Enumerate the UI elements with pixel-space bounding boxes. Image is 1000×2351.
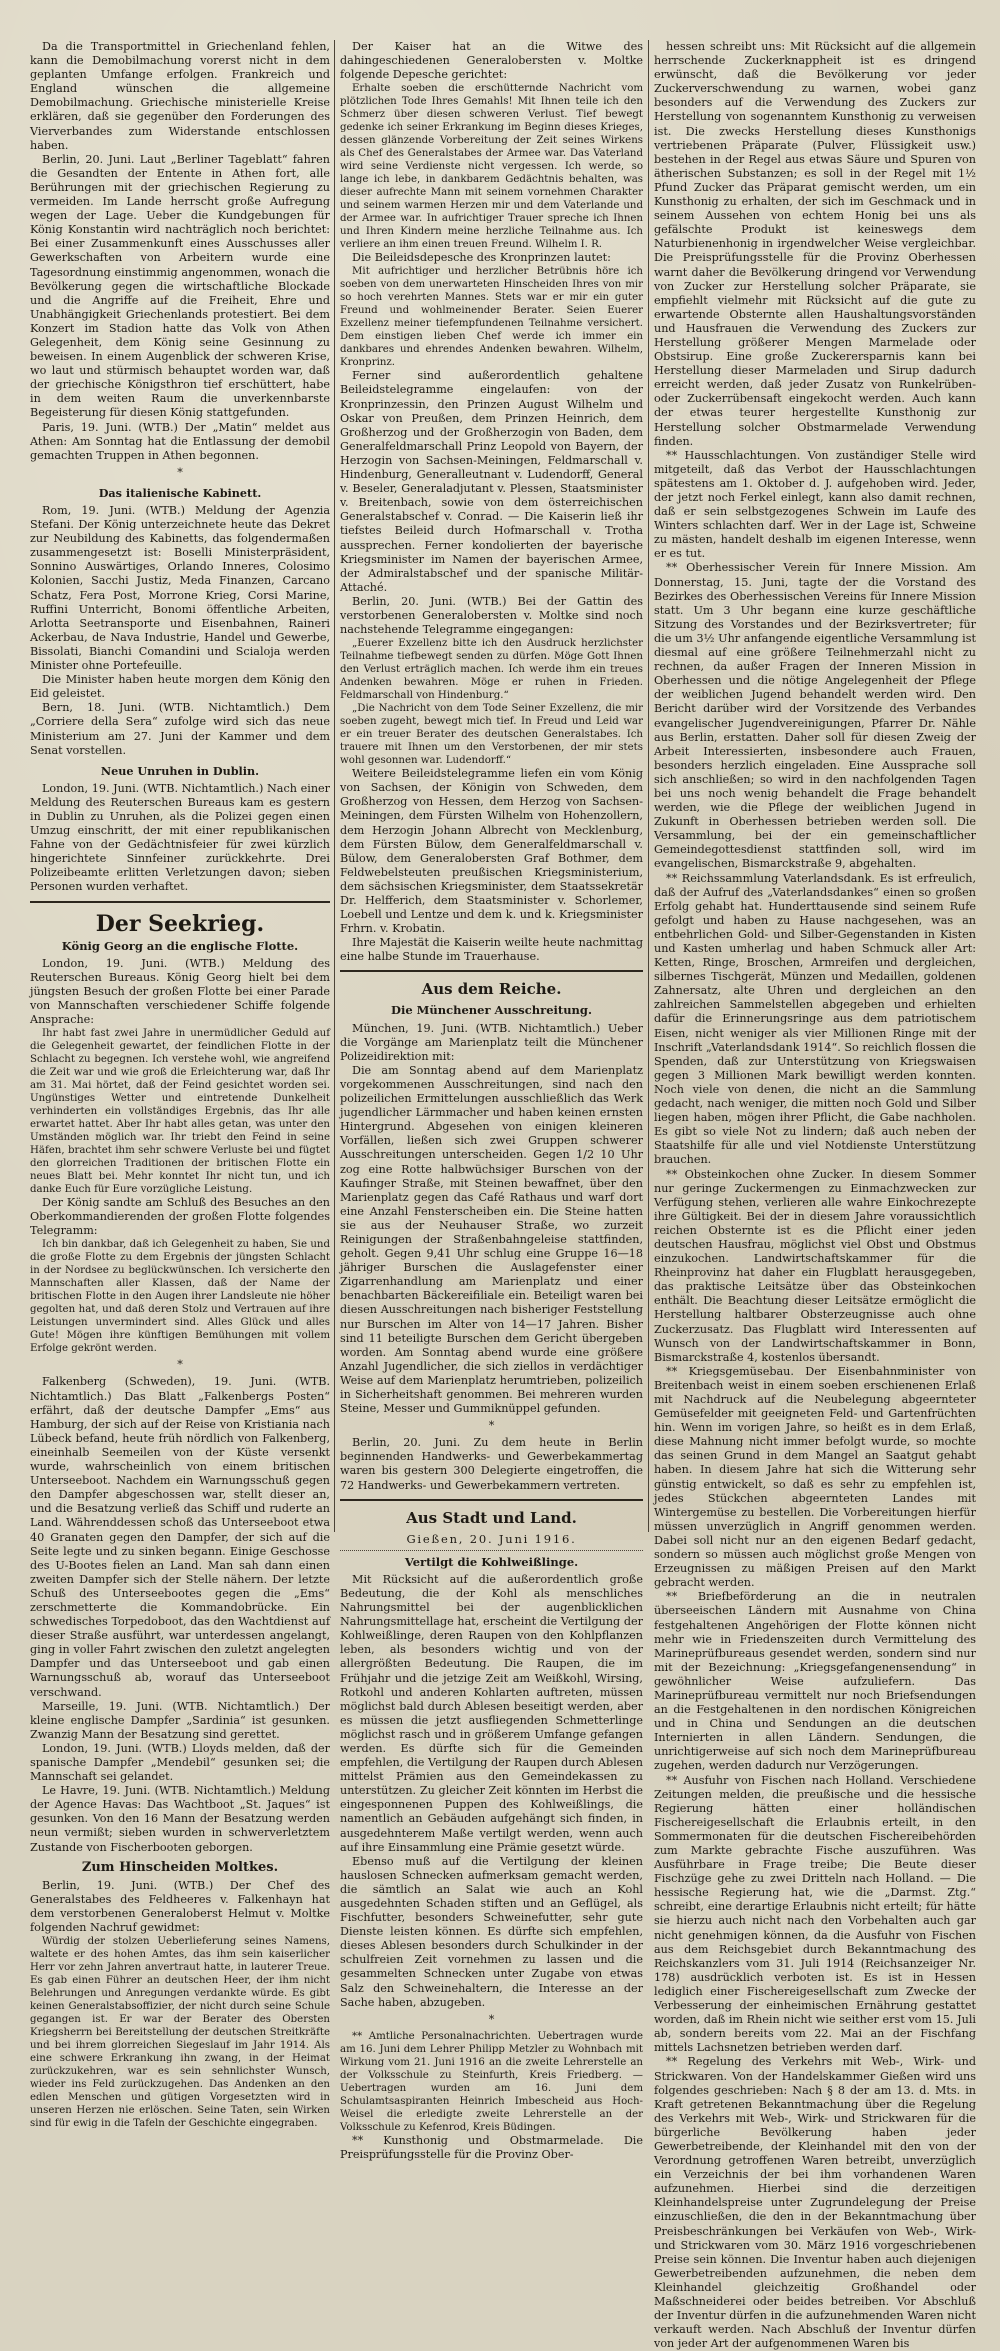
quote-kronprinz: Mit aufrichtiger und herzlicher Betrübnis höre ich soeben von dem unerwarteten Hinscheiden Ihres von mir so hoch verehrten Mannes. Stets war er mir ein guter Freund und wohlmeinender Berater. Seien Euerer Exzellenz meiner tiefempfundenen Teilnahme versichert. Dem einstigen lieben Chef werde ich immer ein dankbares und ehrendes Andenken bewahren. Wilhelm, Kronprinz. <box>340 266 643 369</box>
article-condolences: Ferner sind außerordentlich gehaltene Beileidstelegramme eingelaufen: von der Kronprinzessin, den Prinzen August Wilhelm und Oskar von Preußen, dem Prinzen Heinrich, dem Großherzog und der Großherzogin von Baden, dem Generalfeldmarschall Prinz Leopold von Bayern, der Herzogin von Sachsen-Meiningen, Feldmarschall v. Hindenburg, Generalleutnant v. Ludendorff, General v. Beseler, Generaladjutant v. Plessen, Staatsminister v. Breitenbach, sowie von dem österreichischen Generalstabschef v. Conrad. — Die Kaiserin ließ ihr tiefstes Beileid durch Hofmarschall v. Trotha aussprechen. Ferner kondolierten der bayerische Kriegsminister im Namen der bayerischen Armee, der Admiralstabschef und der spanische Militär-Attaché. <box>340 369 643 594</box>
article-kunsthonig-start: ** Kunsthonig und Obstmarmelade. Die Preisprüfungsstelle für die Provinz Ober- <box>340 2133 643 2161</box>
column-rule-1 <box>334 40 335 1532</box>
article-kaiser-depesche: Der Kaiser hat an die Witwe des dahingeschiedenen Generalobersten v. Moltke folgende Depesche gerichtet: <box>340 40 643 82</box>
article-munich-details: Die am Sonntag abend auf dem Marienplatz vorgekommenen Ausschreitungen, sind nach den polizeilichen Ermittelungen ausschließlich das Werk jugendlicher Lärmmacher und haben keinen ernsten Hintergrund. Abgesehen von einigen kleineren Vorfällen, ließen sich zwei Gruppen schwerer Ausschreitungen unterscheiden. Gegen 1/2 10 Uhr zog eine Rotte halbwüchsiger Burschen von der Kaufinger Straße, mit Steinen bewaffnet, über den Marienplatz gegen das Café Rathaus und warf dort eine Anzahl Fensterscheiben ein. Die Steine hatten sie aus der Neuhauser Straße, wo zurzeit Reinigungen der Straßenbahngeleise stattfinden, geholt. Gegen 9,41 Uhr schlug eine Gruppe 16—18 jähriger Burschen die Auslagefenster einer Zigarrenhandlung am Marienplatz und einer benachbarten Bäckereifiliale ein. Beteiligt waren bei diesen Ausschreitungen nach bisheriger Feststellung nur Burschen im Alter von 14—17 Jahren. Bisher sind 11 beteiligte Burschen dem Gericht übergeben worden. Am Sonntag abend wurde eine größere Anzahl Jugendlicher, die sich ziellos in verdächtiger Weise auf dem Marienplatz herumtrieben, polizeilich in Sicherheitshaft genommen. Bei mehreren wurden Steine, Messer und Gummiknüppel gefunden. <box>340 1063 643 1416</box>
article-rome-cabinet: Rom, 19. Juni. (WTB.) Meldung der Agenzia Stefani. Der König unterzeichnete heute das Dekret zur Neubildung des Kabinetts, das folgendermaßen zusammengesetzt ist: Boselli Ministerpräsident, Sonnino Auswärtiges, Orlando Inneres, Colosimo Kolonien, Sacchi Justiz, Meda Finanzen, Carcano Schatz, Fera Post, Morrone Krieg, Corsi Marine, Ruffini Unterricht, Bonomi öffentliche Arbeiten, Arlotta Seetransporte und Eisenbahnen, Raineri Ackerbau, de Nava Industrie, Handel und Gewerbe, Bissolati, Bianchi Comandini und Scialoja werden Minister ohne Portefeuille. <box>30 504 330 673</box>
separator-star: * <box>488 1419 495 1433</box>
article-falkenberg-ems: Falkenberg (Schweden), 19. Juni. (WTB. Nichtamtlich.) Das Blatt „Falkenbergs Posten“ erfährt, daß der deutsche Dampfer „Ems“ aus Hamburg, der sich auf der Reise von Kristiania nach Lübeck befand, heute früh nördlich von Falkenberg, eineinhalb Seemeilen von der Küste versenkt wurde, wahrscheinlich von einem britischen Unterseeboot. Nachdem ein Warnungsschuß gegen den Dampfer abgeschossen war, stellt dieser an, und die Besatzung verließ das Schiff und ruderte an Land. Währenddessen schoß das Unterseeboot etwa 40 Granaten gegen den Dampfer, der sich auf die Seite legte und zu sinken begann. Einige Geschosse des U-Bootes fielen an Land. Man sah dann einen zweiten Dampfer sich der Stelle nähern. Der letzte Schuß des Unterseebootes gegen die „Ems“ zerschmetterte die Kommandobrücke. Ein schwedisches Torpedoboot, das den Wachtdienst auf dieser Straße ausführt, war unterdessen angelangt, ging in voller Fahrt zwischen den zuletzt angelegten Dampfer und das Unterseeboot und gab einen Warnungsschuß ab, worauf das Unterseeboot verschwand. <box>30 1375 330 1699</box>
quote-kaiser: Erhalte soeben die erschütternde Nachricht vom plötzlichen Tode Ihres Gemahls! Mit Ihnen teile ich den Schmerz über diesen schweren Verlust. Tief bewegt gedenke ich seiner Erkrankung im Beginn dieses Krieges, dessen glänzende Vorbereitung der Zeit seines Wirkens als Chef des Generalstabes der Armee war. Das Vaterland wird seine Verdienste nicht vergessen. Ich werde, so lange ich lebe, in dankbarem Gedächtnis behalten, was dieser aufrechte Mann mit seinem vornehmen Charakter und seinem warmen Herzen mir und dem Vaterlande und der Armee war. In aufrichtiger Trauer spreche ich Ihnen und Ihren Kindern meine herzliche Teilnahme aus. Ich verliere an ihm einen treuen Freund. Wilhelm I. R. <box>340 83 643 251</box>
article-berlin-athens: Berlin, 20. Juni. Laut „Berliner Tageblatt“ fahren die Gesandten der Entente in Athen fort, alle Berührungen mit der griechischen Regierung zu vermeiden. Im Lande herrscht große Aufregung wegen der Lage. Ueber die Kundgebungen für König Konstantin wird nachträglich noch berichtet: Bei einer Zusammenkunft eines Ausschusses aller Gewerkschaften von Arbeitern wurde eine Tagesordnung einstimmig angenommen, wonach die Bevölkerung gegen die wirtschaftliche Blockade und die Angriffe auf die Freiheit, Ehre und Unabhängigkeit Griechenlands protestiert. Bei dem Konzert im Stadion hatte das Volk von Athen Gelegenheit, dem König seine Gesinnung zu beweisen. In einem Augenblick der schweren Krise, wo laut und stürmisch behauptet worden war, daß der griechische Königsthron tief erschüttert, habe in dem weiten Raum die unverkennbarste Begeisterung für diesen König stattgefunden. <box>30 152 330 420</box>
article-vaterlandsdank: ** Reichssammlung Vaterlandsdank. Es ist erfreulich, daß der Aufruf des „Vaterlandsdankes“ einen so großen Erfolg gehabt hat. Hunderttausende sind seinem Rufe gefolgt und haben zu Hause nachgesehen, was an entbehrlichen Gold- und Silber-Gegenstanden in Kisten und Kasten umherlag und haben Schmuck aller Art: Ketten, Ringe, Broschen, Armreifen und dergleichen, silbernes Tischgerät, Münzen und Medaillen, goldenen Zahnersatz, alte Uhren und dergleichen an den zahlreichen Sammelstellen abgegeben und erhielten dafür die Erinnerungsringe aus dem patriotischem Eisen, nicht weniger als vier Millionen Ringe mit der Inschrift „Vaterlandsdank 1914“. So reichlich flossen die Spenden, daß zur Unterstützung von Kriegswaisen gegen 3 Millionen Mark bewilligt werden konnten. Noch viele von denen, die nicht an die Sammlung gedacht, nach weniger, die mitten noch Gold und Silber liegen haben, mögen ihrer Pflicht, die Gabe nachholen. Es gibt so viele Not zu lindern; daß auch neben der Staatshilfe für alle und viel Notdienste Unterstützung brauchen. <box>654 871 976 1167</box>
quote-hindenburg: „Euerer Exzellenz bitte ich den Ausdruck herzlichster Teilnahme tiefbewegt senden zu dürfen. Möge Gott Ihnen den Verlust erträglich machen. Ich werde ihm ein treues Andenken bewahren. Möge er ruhen in Frieden. Feldmarschall von Hindenburg.“ <box>340 638 643 702</box>
subheading-king-george: König Georg an die englische Flotte. <box>61 938 299 953</box>
article-kriegsgemuesebau: ** Kriegsgemüsebau. Der Eisenbahnminister von Breitenbach weist in einem soeben erschienenen Erlaß mit Nachdruck auf die Neubelegung abgeernteter Gemüsefelder mit geeigneten Feld- und Gartenfrüchten hin. Wenn im vorigen Jahre, so heißt es in dem Erlaß, diese Mahnung nicht immer befolgt wurde, so mochte das seinen Grund in dem Mangel an Saatgut gehabt haben. In diesem Jahre hat sich die Witterung sehr günstig entwickelt, so daß es sehr zu empfehlen ist, jedes Stückchen abgeernteten Landes mit Wintergemüse zu bestellen. Die Vorbereitungen hierfür müssen unverzüglich in Angriff genommen werden. Dabei soll nicht nur an den eigenen Bedarf gedacht, sondern so müssen auch möglichst große Mengen von Erzeugnissen zu mäßigen Preisen auf den Markt gebracht werden. <box>654 1364 976 1590</box>
article-berlin-telegrams: Berlin, 20. Juni. (WTB.) Bei der Gattin des verstorbenen Generalobersten v. Moltke sind noch nachstehende Telegramme eingegangen: <box>340 594 643 637</box>
heading-dublin-unrest: Neue Unruhen in Dublin. <box>100 763 260 778</box>
article-kronprinz-intro: Die Beileidsdepesche des Kronprinzen lautet: <box>352 251 611 265</box>
column-2 <box>340 40 643 2161</box>
section-divider <box>340 970 643 972</box>
heading-moltke: Zum Hinscheiden Moltkes. <box>81 1859 279 1875</box>
article-munich-intro: München, 19. Juni. (WTB. Nichtamtlich.) Ueber die Vorgänge am Marienplatz teilt die Münchener Polizeidirektion mit: <box>340 1021 643 1063</box>
article-ministers-oath: Die Minister haben heute morgen dem König den Eid geleistet. <box>30 673 330 701</box>
article-paris-matin: Paris, 19. Juni. (WTB.) Der „Matin“ meldet aus Athen: Am Sonntag hat die Entlassung der demobil gemachten Truppen in Athen begonnen. <box>30 420 330 462</box>
column-rule-2 <box>648 40 649 1532</box>
column-1 <box>30 40 330 2130</box>
subheading-munich: Die Münchener Ausschreitung. <box>391 1003 592 1018</box>
article-obsteinkochen: ** Obsteinkochen ohne Zucker. In diesem Sommer nur geringe Zuckermengen zu Einmachzwecken zur Verfügung stehen, verlieren alle wahre Einkochrezepte ihre Gültigkeit. Bei der in diesem Jahre voraussichtlich reichen Obsternte ist es die Pflicht einer jeden deutschen Hausfrau, möglichst viel Obst und Obstmus einzukochen. Landwirtschaftskammer für die Rheinprovinz hat daher ein Flugblatt herausgegeben, das praktische Leitsätze über das Obsteinkochen enthält. Die Beachtung dieser Leitsätze ermöglicht die Herstellung haltbarer Obsterzeugnisse auch ohne Zuckerzusatz. Das Flugblatt wird Interessenten auf Wunsch von der Landwirtschaftskammer in Bonn, Bismarckstraße 4, kostenlos übersandt. <box>654 1167 976 1364</box>
article-greece-demobilization: Da die Transportmittel in Griechenland fehlen, kann die Demobilmachung vorerst nicht in dem geplanten Umfange erfolgen. Frankreich und England wünschen die allgemeine Demobilmachung. Griechische ministerielle Kreise erklären, daß sie gegenüber den Forderungen des Vierverbandes zum Widerstande entschlossen haben. <box>30 40 330 152</box>
heading-stadt-und-land: Aus Stadt und Land. <box>406 1508 577 1527</box>
quote-ludendorff: „Die Nachricht von dem Tode Seiner Exzellenz, die mir soeben zugeht, bewegt mich tief. In Freud und Leid war er ein treuer Berater des deutschen Generalstabes. Ich trauere mit Ihnen um den Verstorbenen, der mir stets wohl gesonnen war. Ludendorff.“ <box>340 703 643 767</box>
subheading-kohlweisslinge: Vertilgt die Kohlweißlinge. <box>404 1554 579 1569</box>
dateline-rule <box>340 1550 643 1551</box>
quote-king-speech: Ihr habt fast zwei Jahre in unermüdlicher Geduld auf die Gelegenheit gewartet, der feindlichen Flotte in der Schlacht zu begegnen. Ich verstehe wohl, wie angreifend die Zeit war und wie groß die Erleichterung war, daß Ihr am 31. Mai hörtet, daß der Feind gesichtet worden sei. Ungünstiges Wetter und eintretende Dunkelheit verhinderten ein vollständiges Ergebnis, das Ihr alle erwartet hattet. Aber Ihr habt alles getan, was unter den Umständen möglich war. Ihr triebt den Feind in seine Häfen, brachtet ihm sehr schwere Verluste bei und fügtet den glorreichen Traditionen der britischen Flotte ein neues Blatt bei. Mehr konntet Ihr nicht tun, und ich danke Euch für Eure vorzügliche Leistung. <box>30 1028 330 1196</box>
section-divider <box>340 1499 643 1501</box>
article-london-dublin: London, 19. Juni. (WTB. Nichtamtlich.) Nach einer Meldung des Reuterschen Bureaus kam es gestern in Dublin zu Unruhen, als die Polizei gegen einen Umzug einschritt, der mit einer republikanischen Fahne von der Gedächtnisfeier für zwei kürzlich hingerichtete Sinnfeiner zurückkehrte. Drei Polizeibeamte erlitten Verletzungen davon; sieben Personen wurden verhaftet. <box>30 781 330 894</box>
dateline-giessen: Gießen, 20. Juni 1916. <box>406 1531 577 1546</box>
article-hausschlachtungen: ** Hausschlachtungen. Von zuständiger Stelle wird mitgeteilt, daß das Verbot der Hausschlachtungen spätestens am 1. Oktober d. J. aufgehoben wird. Jeder, der jetzt noch Ferkel einlegt, kann also damit rechnen, daß er sein selbstgezogenes Schwein im Laufe des Winters schlachten darf. Wer in der Lage ist, Schweine zu mästen, handelt deshalb im eigenen Interesse, wenn er es tut. <box>654 448 976 561</box>
article-berlin-falkenhayn: Berlin, 19. Juni. (WTB.) Der Chef des Generalstabes des Feldheeres v. Falkenhayn hat dem verstorbenen Generaloberst Helmut v. Moltke folgenden Nachruf gewidmet: <box>30 1878 330 1935</box>
heading-naval-war: Der Seekrieg. <box>95 910 265 937</box>
article-london-mendebil: London, 19. Juni. (WTB.) Lloyds melden, daß der spanische Dampfer „Mendebil“ gesunken sei; die Mannschaft sei gelandet. <box>30 1741 330 1784</box>
separator-star: * <box>177 1358 183 1372</box>
article-le-havre: Le Havre, 19. Juni. (WTB. Nichtamtlich.) Meldung der Agence Havas: Das Wachtboot „St. Jaques“ ist gesunken. Von den 16 Mann der Besatzung werden neun vermißt; sieben wurden in schwerverletztem Zustande von Fischerbooten geborgen. <box>30 1784 330 1854</box>
heading-aus-dem-reiche: Aus dem Reiche. <box>421 980 562 999</box>
article-webwaren: ** Regelung des Verkehrs mit Web-, Wirk- und Strickwaren. Von der Handelskammer Gießen wird uns folgendes geschrieben: Nach § 8 der am 13. d. Mts. in Kraft getretenen Bekanntmachung über die Regelung des Verkehrs mit Web-, Wirk- und Strickwaren für die bürgerliche Bevölkerung haben jeder Gewerbetreibende, der Kleinhandel mit den von der Verordnung getroffenen Waren betreibt, unverzüglich ein Verzeichnis der bei ihm vorhandenen Waren aufzunehmen. Hierbei sind die derzeitigen Kleinhandelspreise unter Zugrundelegung der Preise einzuschließen, die den in der Bekanntmachung über Preisbeschränkungen bei Verkäufen von Web-, Wirk- und Strickwaren vom 30. März 1916 vorgeschriebenen Preise sein können. Die Inventur haben auch diejenigen Gewerbetreibenden aufzunehmen, die neben dem Kleinhandel gleichzeitig Großhandel oder Maßschneiderei oder beides betreiben. Vor Abschluß der Inventur dürfen in die aufzunehmenden Waren nicht verkauft werden. Nach Abschluß der Inventur dürfen von jeder Art der aufgenommenen Waren bis <box>654 2055 976 2351</box>
quote-king-telegram: Ich bin dankbar, daß ich Gelegenheit zu haben, Sie und die große Flotte zu dem Ergebnis der jüngsten Schlacht in der Nordsee zu beglückwünschen. Ich versicherte den Mannschaften aller Klassen, daß der Name der britischen Flotte in den Augen ihrer Landsleute nie höher gegolten hat, und daß deren Stolz und Vertrauen auf ihre Leistungen unvermindert sind. Alles Glück und alles Gute! Mögen ihre künftigen Bemühungen mit vollem Erfolge gekrönt werden. <box>30 1239 330 1355</box>
article-fische-holland: ** Ausfuhr von Fischen nach Holland. Verschiedene Zeitungen melden, die preußische und die hessische Regierung hätten einer holländischen Fischereigesellschaft die Erlaubnis erteilt, in den Sommermonaten für die deutschen Fischereibehörden zum Markte gebrachte Fische auszuführen. Was Ausführbare in Frage treibe; Die Beute dieser Fischzüge gehe zu zwei Dritteln nach Holland. — Die hessische Regierung hat, wie die „Darmst. Ztg.“ schreibt, eine derartige Erlaubnis nicht erteilt; für hätte sie hierzu auch nicht nach den Vorbehalten auch gar nicht genehmigen können, da die Ausfuhr von Fischen aus dem Reichsgebiet durch Bekanntmachung des Reichskanzlers vom 31. Juli 1914 (Reichsanzeiger Nr. 178) ausdrücklich verboten ist. Es ist in Hessen lediglich einer Fischereigesellschaft zum Zwecke der Verbesserung der einheimischen Ernährung gestattet worden, daß im Rhein nicht wie seither erst vom 15. Juli ab, sondern bereits vom 22. Mai an der Fischfang mittels Lachsnetzen betrieben werden darf. <box>654 1773 976 2055</box>
article-london-king-george: London, 19. Juni. (WTB.) Meldung des Reuterschen Bureaus. König Georg hielt bei dem jüngsten Besuch der großen Flotte bei einer Parade von Mannschaften verschiedener Schiffe folgende Ansprache: <box>30 956 330 1026</box>
article-berlin-handwerk: Berlin, 20. Juni. Zu dem heute in Berlin beginnenden Handwerks- und Gewerbekammertag waren bis gestern 300 Delegierte eingetroffen, die 72 Handwerks- und Gewerbekammern vertreten. <box>340 1436 643 1492</box>
article-further-condolences: Weitere Beileidstelegramme liefen ein vom König von Sachsen, der Königin von Schweden, dem Großherzog von Hessen, dem Herzog von Sachsen-Meiningen, dem Fürsten Wilhelm von Hohenzollern, dem Herzogin Johann Albrecht von Mecklenburg, dem Fürsten Bülow, dem Generalfeldmarschall v. Bülow, dem Generalobersten Graf Bothmer, dem Feldwebelsteuten preußischen Kriegsministerium, dem sächsischen Kriegsminister, dem Staatssekretär Dr. Helfferich, dem Staatsminister v. Schorlemer, Loebell und Lentze und dem k. und k. Kriegsminister Frhrn. v. Krobatin. <box>340 767 643 936</box>
article-personalnachrichten: ** Amtliche Personalnachrichten. Uebertragen wurde am 16. Juni dem Lehrer Philipp Metzler zu Wohnbach mit Wirkung vom 21. Juni 1916 an die zweite Lehrerstelle an der Volksschule zu Steinfurth, Kreis Friedberg. — Uebertragen wurden am 16. Juni dem Schulamtsaspiranten Heinrich Imbescheid aus Hoch-Weisel die erledigte zweite Lehrerstelle an der Volksschule zu Kefenrod, Kreis Büdingen. <box>340 2030 643 2133</box>
column-3 <box>654 40 976 2351</box>
quote-falkenhayn-obituary: Würdig der stolzen Ueberlieferung seines Namens, waltete er des hohen Amtes, das ihm sein kaiserlicher Herr vor zehn Jahren anvertraut hatte, in lauterer Treue. Es gab einen Führer an deutschen Heer, der ihm nicht Belehrungen und Anregungen verdankte würde. Es gibt keinen Generalstabsoffizier, der nicht durch seine Schule gegangen ist. Er war der Berater des Obersten Kriegsherrn bei Bereitstellung der deutschen Streitkräfte und bei ihrem glorreichen Siegeslauf im Jahr 1914. Als eine schwere Erkrankung ihn zwang, in der Heimat zurückzukehren, war es sein sehnlichster Wunsch, wieder ins Feld zurückzugehen. Das Andenken an den edlen Menschen und gütigen Vorgesetzten wird in unseren Herzen nie erlöschen. Seine Taten, sein Wirken sind für ewig in die Tafeln der Geschichte eingegraben. <box>30 1936 330 2130</box>
article-king-telegram-intro: Der König sandte am Schluß des Besuches an den Oberkommandierenden der großen Flotte folgendes Telegramm: <box>30 1196 330 1238</box>
section-divider <box>30 901 330 903</box>
separator-star: * <box>177 465 183 479</box>
heading-italian-cabinet: Das italienische Kabinett. <box>98 485 262 500</box>
article-kunsthonig-cont: hessen schreibt uns: Mit Rücksicht auf die allgemein herrschende Zuckerknappheit ist es dringend erwünscht, daß die Bevölkerung vor jeder Zuckerverschwendung zu warnen, wobei ganz besonders auf die Verwendung des Zuckers zur Herstellung von sogenanntem Kunsthonig zu verweisen ist. Die zwecks Herstellung dieses Kunsthonigs vertriebenen Präparate (Pulver, Flüssigkeit usw.) bestehen in der Regel aus etwas Säure und Spuren von ätherischen Substanzen; es soll in der Regel mit 1½ Pfund Zucker das Präparat gemischt werden, um ein Kunsthonig zu erhalten, der sich im Geschmack und in seinem Aussehen von echtem Honig bei uns als gefälschte Produkt ist keineswegs dem Naturbienenhonig in irgendwelcher Weise vergleichbar. Die Preisprüfungsstelle für die Provinz Oberhessen warnt daher die Bevölkerung dringend vor Verwendung von Zucker zur Herstellung solcher Präparate, sie empfiehlt vielmehr mit Rücksicht auf die gute zu erwartende Obsternte allen Haushaltungsvorständen und Hausfrauen die Verwendung des Zuckers zur Herstellung größerer Mengen Marmelade oder Obstsirup. Eine große Zuckerersparnis kann bei Herstellung dieser Marmeladen und Sirup dadurch erreicht werden, daß jeder Zusatz von Runkelrüben- oder Zuckerrübensaft eingekocht werden. Auch kann der etwas teurer hergestellte Kunsthonig zur Herstellung solcher Obstmarmelade Verwendung finden. <box>654 40 976 448</box>
article-briefbefoerderung: ** Briefbeförderung an die in neutralen überseeischen Ländern mit Ausnahme von China festgehaltenen Angehörigen der Flotte können nicht mehr wie in Friedenszeiten durch Vermittelung des Marineprüfbureaus gesendet werden, sondern sind nur mit der Bezeichnung: „Kriegsgefangenensendung“ in gewöhnlicher Weise aufzuliefern. Das Marineprüfbureau vermittelt nur noch Briefsendungen an die Festgehaltenen in den nordischen Königreichen und in China und Sendungen an die deutschen Internierten in allen Ländern. Sendungen, die unrichtigerweise auf sich noch dem Marineprüfbureau zugehen, werden dadurch nur Verzögerungen. <box>654 1590 976 1773</box>
separator-star: * <box>488 2012 495 2026</box>
article-bern-corriere: Bern, 18. Juni. (WTB. Nichtamtlich.) Dem „Corriere della Sera“ zufolge wird sich das neue Ministerium am 27. Juni der Kammer und dem Senat vorstellen. <box>30 701 330 757</box>
article-kohlweisslinge: Mit Rücksicht auf die außerordentlich große Bedeutung, die der Kohl als menschliches Nahrungsmittel bei der augenblicklichen Nahrungsmittellage hat, erscheint die Vertilgung der Kohlweißlinge, deren Raupen von den Kohlpflanzen leben, als besonders wichtig und von der allergrößten Bedeutung. Die Raupen, die im Frühjahr und die jetzige Zeit am Weißkohl, Wirsing, Rotkohl und anderen Kohlarten auftreten, müssen möglichst bald durch Ablesen beseitigt werden, aber es müssen die jetzt ausfliegenden Schmetterlinge möglichst rasch und in größerem Umfange gefangen werden. Es dürfte sich für die Gemeinden empfehlen, die Vertilgung der Raupen durch Ablesen mittelst Prämien aus den Gemeindekassen zu unterstützen. Zu gleicher Zeit könnten im Herbst die eingesponnenen Puppen des Kohlweißlings, die namentlich an Gebäuden aufgehängt sich finden, in ausgedehnterem Maße vertilgt werden, wenn auch auf ihre Einsammlung eine Prämie gesetzt würde. <box>340 1572 643 1854</box>
article-kaiserin: Ihre Majestät die Kaiserin weilte heute nachmittag eine halbe Stunde im Trauerhause. <box>340 936 643 964</box>
article-schnecken: Ebenso muß auf die Vertilgung der kleinen hauslosen Schnecken aufmerksam gemacht werden, die sämtlich an Salat wie auch an Kohl ausgedehnten Schaden stiften und an Geflügel, als Fischfutter, besonders Schweinefutter, sehr gute Dienste leisten können. Es dürfte sich empfehlen, dieses Ablesen besonders durch Schulkinder in der schulfreien Zeit vornehmen zu lassen und die gesammelten Schnecken unter Zugabe von etwas Salz den Schweinehaltern, die Interesse an der Sache haben, abzugeben. <box>340 1854 643 2009</box>
article-marseille-sardinia: Marseille, 19. Juni. (WTB. Nichtamtlich.) Der kleine englische Dampfer „Sardinia“ ist gesunken. Zwanzig Mann der Besatzung sind gerettet. <box>30 1699 330 1741</box>
article-innere-mission: ** Oberhessischer Verein für Innere Mission. Am Donnerstag, 15. Juni, tagte der die Vorstand des Bezirkes des Oberhessischen Vereins für Innere Mission statt. Um 3 Uhr begann eine kurze geschäftliche Sitzung des Vorstandes und der Bezirksvertreter; für die um 3½ Uhr anfangende eigentliche Versammlung ist diesmal auf eine größere Teilnehmerzahl nicht zu rechnen, da außer Fragen der Inneren Mission in Oberhessen und die nötige Angelegenheit der Pflege der weiblichen Jugend behandelt werden wird. Den Bericht darüber wird der Vorsitzende des Verbandes evangelischer Jugendvereinigungen, Pfarrer Dr. Nähle aus Berlin, erstatten. Daher soll für diesen Zweig der Arbeit Interessierten, insbesondere auch Frauen, besonders herzlich eingeladen. Eine Aussprache soll sich anschließen; so wird in den nachfolgenden Tagen bei uns noch wenig behandelt die Frage behandelt werden, wie die Pflege der weiblichen Jugend in Zukunft in Oberhessen betrieben werden soll. Die Versammlung, bei der ein gemeinschaftlicher Gemeindegottesdienst stattfinden soll, wird im evangelischen, Bismarckstraße 9, abgehalten. <box>654 561 976 871</box>
